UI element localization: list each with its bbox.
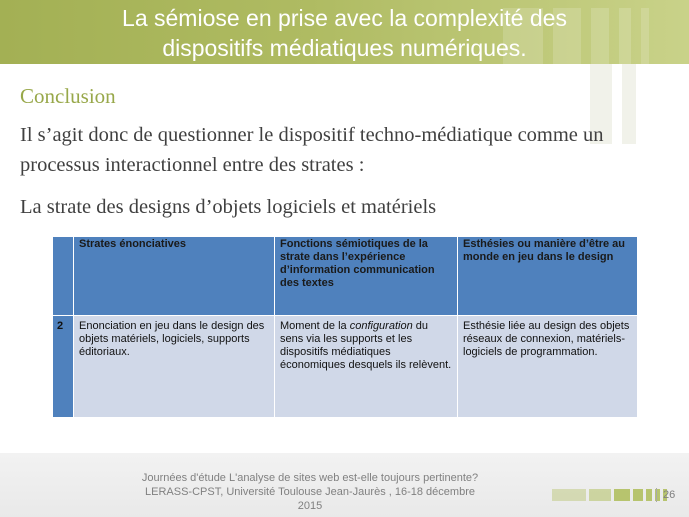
table-header-cell: Fonctions sémiotiques de la strate dans l’expérience d’information communication des textes bbox=[275, 237, 458, 316]
table-row bbox=[53, 316, 638, 418]
footer-text bbox=[120, 471, 500, 513]
slide-number: 26 bbox=[656, 488, 675, 502]
strata-table bbox=[52, 236, 638, 418]
footer-line-2: LERASS-CPST, Université Toulouse Jean-Jaurès , 16-18 décembre bbox=[145, 486, 475, 498]
header-band bbox=[0, 0, 689, 64]
table-header-cell: Strates énonciatives bbox=[74, 237, 275, 316]
body-paragraph-1: Il s’agit donc de questionner le dispositif techno-médiatique comme un processus interactionnel entre des strates : bbox=[20, 124, 604, 176]
footer bbox=[0, 453, 689, 517]
footer-line-3: 2015 bbox=[297, 500, 323, 512]
table-cell: Enonciation en jeu dans le design des objets matériels, logiciels, supports éditoriaux. bbox=[74, 316, 275, 418]
body-paragraph-2: La strate des designs d’objets logiciels et matériels bbox=[20, 196, 437, 218]
footer-decoration bbox=[552, 489, 667, 501]
cell-text: Moment de la bbox=[280, 320, 350, 332]
table-cell: Esthésie liée au design des objets réseaux de connexion, matériels-logiciels de programmation. bbox=[458, 316, 638, 418]
cell-text: du sens via les supports et les dispositifs médiatiques économiques desquels ils relèvent. bbox=[280, 320, 452, 371]
slide-title-line-1: La sémiose en prise avec la complexité des bbox=[122, 5, 567, 31]
section-heading: Conclusion bbox=[20, 84, 116, 108]
table-cell bbox=[275, 316, 458, 418]
slide-title bbox=[0, 3, 689, 63]
table-header-cell bbox=[53, 237, 74, 316]
table-header-cell: Esthésies ou manière d’être au monde en jeu dans le design bbox=[458, 237, 638, 316]
cell-emphasis: configuration bbox=[349, 320, 413, 332]
table-row-number: 2 bbox=[53, 316, 74, 418]
slide-title-line-2: dispositifs médiatiques numériques. bbox=[162, 35, 527, 61]
table-header-row bbox=[53, 237, 638, 316]
footer-line-1: Journées d'étude L'analyse de sites web est-elle toujours pertinente? bbox=[141, 472, 479, 484]
